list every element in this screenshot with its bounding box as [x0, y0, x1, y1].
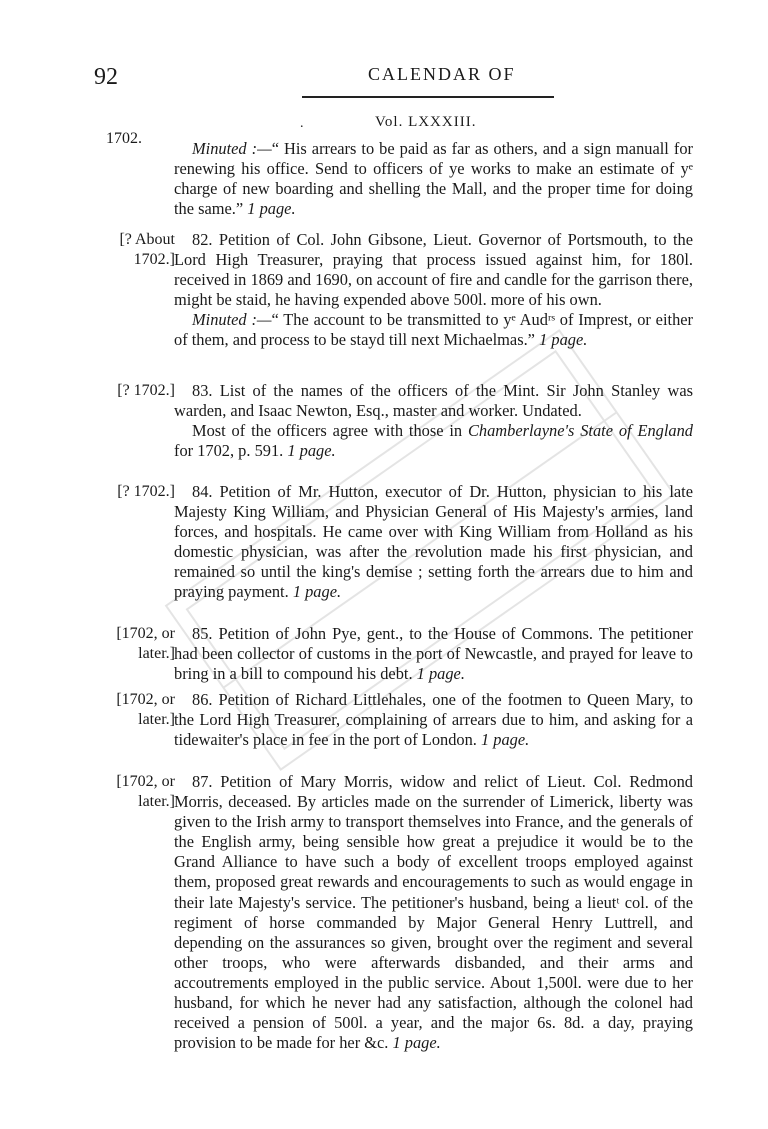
entry-text-content: 85. Petition of John Pye, gent., to the House of Commons. The petitioner had been collector of customs in the port of Newcastle, and prayed for leave to bring in a bill to compound his debt. [174, 624, 693, 684]
entry-text: 83. List of the names of the officers of the Mint. Sir John Stanley was warden, and Isaac Newton, Esq., master and worker. Undated. [174, 381, 693, 421]
page-ref: 1 page. [247, 199, 296, 219]
entry-body [174, 381, 693, 461]
minute-label: Minuted :— [192, 310, 272, 330]
note-pre: Most of the officers agree with those in [192, 421, 468, 441]
stray-dot: . [300, 116, 304, 131]
page-number: 92 [94, 64, 118, 90]
entry-body [174, 690, 693, 750]
entry-text-content: 87. Petition of Mary Morris, widow and relict of Lieut. Col. Redmond Morris, deceased. By articles made on the surrender of Limerick, liberty was given to the Irish army to transport themselves into France, and the generals of the English army, being sensible how great a prejudice it would be to the Grand Alliance to have such a body of excellent troops employed against them, proposed great rewards and encouragements to such as would engage in their late Majesty's service. The petitioner's husband, being a lieutᵗ col. of the regiment of horse commanded by Major General Henry Luttrell, and depending on the assurances so given, brought over the regiment and several other troops, who were afterwards disbanded, and their arms and accoutrements employed in the public service. About 1,500l. were due to her husband, for which he never had any satisfaction, although the colonel had received a pension of 500l. a year, and the major 6s. 8d. a day, praying provision to be made for her &c. [174, 772, 693, 1053]
page-ref: 1 page. [481, 730, 530, 750]
entry-body [174, 772, 693, 1053]
margin-date: [? 1702.] [117, 483, 175, 500]
minute-text: “ His arrears to be paid as far as others, and a sign manuall for renewing his office. Send to officers of ye works to make an estimate of yᵉ charge of new boarding and shelling the Mall, and the proper time for doing the same.” [174, 139, 693, 219]
note-paragraph [174, 421, 693, 461]
running-title: CALENDAR OF [368, 64, 516, 84]
margin-date: [1702, or later.] [116, 691, 175, 728]
header-rule [302, 96, 554, 98]
entry-text: 82. Petition of Col. John Gibsone, Lieut. Governor of Portsmouth, to the Lord High Treasurer, praying that process issued against him, for 180l. received in 1869 and 1690, on account of fire and candle for the garrison there, might be staid, he having expended above 500l. more of his own. [174, 230, 693, 310]
carryover-body [174, 139, 693, 219]
margin-date: [1702, or later.] [116, 625, 175, 662]
entry-text-content: 84. Petition of Mr. Hutton, executor of Dr. Hutton, physician to his late Majesty King William, and Physician General of His Majesty's armies, land forces, and hospitals. He came over with King William from Holland as his domestic physician, was after the revolution made his first physician, and remained so until the king's demise ; setting forth the arrears due to him and praying payment. [174, 482, 693, 602]
volume-label: Vol. LXXXIII. [375, 114, 477, 130]
entry-body [174, 230, 693, 351]
minute-label: Minuted :— [192, 139, 272, 158]
margin-date: [? 1702.] [117, 382, 175, 399]
margin-date: [? About 1702.] [119, 231, 175, 268]
entry-text [174, 690, 693, 750]
note-title: Chamberlayne's State of England [467, 421, 693, 441]
margin-year: 1702. [106, 130, 142, 147]
entry-text [174, 624, 693, 684]
entry-text [174, 772, 693, 1053]
page-ref: 1 page. [292, 582, 342, 602]
entry-body [174, 482, 693, 603]
page-ref: 1 page. [392, 1033, 441, 1053]
page-ref: 1 page. [416, 664, 465, 684]
page-ref: 1 page. [287, 441, 336, 461]
entry-body [174, 624, 693, 684]
entry-text-content: 86. Petition of Richard Littlehales, one of the footmen to Queen Mary, to the Lord High Treasurer, complaining of arrears due to him, and asking for a tidewaiter's place in fee in the port of London. [174, 690, 693, 750]
note-post: for 1702, p. 591. [174, 441, 284, 461]
minute-text: “ The account to be transmitted to yᵉ Audʳˢ of Imprest, or either of them, and process to be stayd till next Michaelmas.” [174, 310, 693, 350]
carryover-paragraph [174, 139, 693, 219]
page-ref: 1 page. [539, 330, 588, 350]
entry-text [174, 482, 693, 603]
margin-date: [1702, or later.] [116, 773, 175, 810]
minute-paragraph [174, 310, 693, 350]
